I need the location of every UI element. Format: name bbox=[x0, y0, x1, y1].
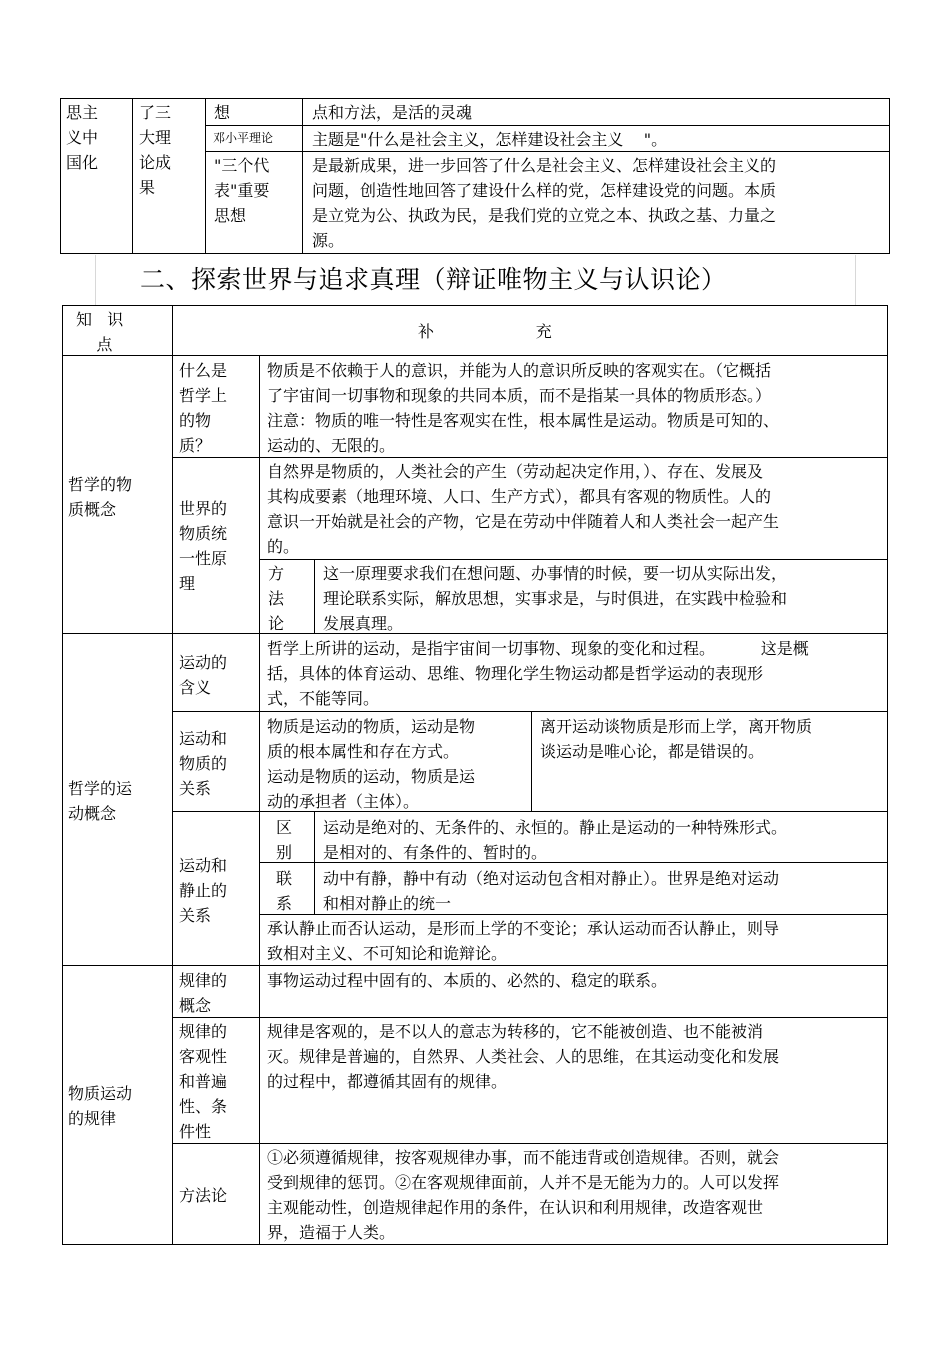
name-col-divider bbox=[259, 355, 260, 1245]
g3-r1-text: 事物运动过程中固有的、本质的、必然的、稳定的联系。 bbox=[267, 971, 668, 990]
top-table-row1-text: 点和方法，是活的灵魂 bbox=[312, 103, 473, 122]
split-col-divider bbox=[531, 711, 532, 811]
top-table-row2-text: 主题是"什么是社会主义，怎样建设社会主义 "。 bbox=[312, 130, 668, 149]
g1-r2-sub-text: 这一原理要求我们在想问题、办事情的时候，要一切从实际出发， 理论联系实际，解放思想，实事求是，与时俱进，在实践中检验和 发展真理。 bbox=[323, 564, 788, 633]
row-line bbox=[172, 811, 888, 812]
main-table-col-divider bbox=[172, 305, 173, 1245]
header-supplement: 补 充 bbox=[418, 322, 552, 341]
g2-r3-b-text: 动中有静，静中有动（绝对运动包含相对静止）。世界是绝对运动 和相对静止的统一 bbox=[323, 869, 780, 913]
g1-r1-text: 物质是不依赖于人的意识，并能为人的意识所反映的客观实在。（它概括 了宇宙间一切事物和现象的共同本质，而不是指某一具体的物质形态。） 注意：物质的唯一特性是客观实在性，根本属性是运动。物质是可知的、 运动的、无限的。 bbox=[267, 361, 780, 455]
top-table-row1-name: 想 bbox=[214, 103, 231, 122]
top-table-row3-name: "三个代 表"重要 思想 bbox=[214, 156, 270, 225]
top-table-col1: 思主 义中 国化 bbox=[66, 103, 99, 172]
top-table-divider bbox=[302, 98, 303, 254]
g3-r3-name: 方法论 bbox=[179, 1186, 228, 1205]
g2-r3-c-text: 承认静止而否认运动，是形而上学的不变论；承认运动而否认静止，则导 致相对主义、不可知论和诡辩论。 bbox=[267, 919, 780, 963]
group2-label: 哲学的运 动概念 bbox=[68, 779, 133, 823]
g2-r2-left: 物质是运动的物质，运动是物 质的根本属性和存在方式。 运动是物质的运动，物质是运 动的承担者（主体）。 bbox=[267, 717, 476, 811]
row-line bbox=[259, 862, 888, 863]
group1-label: 哲学的物 质概念 bbox=[68, 475, 133, 519]
header-knowledge-point: 知 识 点 bbox=[76, 310, 124, 354]
sub-col-divider bbox=[314, 559, 315, 633]
g2-r1-text: 哲学上所讲的运动，是指宇宙间一切事物、现象的变化和过程。 这是概 括，具体的体育运动、思维、物理化学生物运动都是哲学运动的表现形 式，不能等同。 bbox=[267, 639, 809, 708]
row-line bbox=[259, 559, 888, 560]
g1-r1-name: 什么是 哲学上 的物 质？ bbox=[179, 361, 228, 455]
section-title: 二、探索世界与追求真理（辩证唯物主义与认识论） bbox=[140, 265, 727, 294]
header-bottom-line bbox=[62, 355, 888, 356]
row-line bbox=[172, 1017, 888, 1018]
g2-r2-right: 离开运动谈物质是形而上学，离开物质 谈运动是唯心论，都是错误的。 bbox=[540, 717, 813, 761]
row-line bbox=[172, 1143, 888, 1144]
g1-r2-name: 世界的 物质统 一性原 理 bbox=[179, 499, 228, 593]
g1-r2-text: 自然界是物质的，人类社会的产生（劳动起决定作用，）、存在、发展及 其构成要素（地理环境、人口、生产方式），都具有客观的物质性。人的 意识一开始就是社会的产物，它是在劳动中伴随着人和人类社会一起产生 的。 bbox=[267, 462, 780, 556]
g3-r3-text: ①必须遵循规律，按客观规律办事，而不能违背或创造规律。否则，就会 受到规律的惩罚。②在客观规律面前，人并不是无能为力的。人可以发挥 主观能动性，创造规律起作用的条件，在认识和利用规律，改造客观世 界，造福于人类。 bbox=[267, 1148, 780, 1242]
g3-r2-name: 规律的 客观性 和普遍 性、条 件性 bbox=[179, 1022, 228, 1141]
group3-label: 物质运动 的规律 bbox=[68, 1084, 133, 1128]
g3-r2-text: 规律是客观的，是不以人的意志为转移的，它不能被创造、也不能被消 灭。规律是普遍的，自然界、人类社会、人的思维，在其运动变化和发展 的过程中，都遵循其固有的规律。 bbox=[267, 1022, 780, 1091]
heading-frame-right bbox=[855, 255, 856, 305]
top-table-row-line bbox=[205, 125, 890, 126]
top-table-col2: 了三 大理 论成 果 bbox=[139, 103, 172, 197]
g2-r3-a-label: 区 别 bbox=[276, 818, 293, 862]
g2-r3-b-label: 联 系 bbox=[276, 869, 293, 913]
g2-r1-name: 运动的 含义 bbox=[179, 653, 228, 697]
top-table-row3-text: 是最新成果，进一步回答了什么是社会主义、怎样建设社会主义的 问题，创造性地回答了建设什么样的党，怎样建设党的问题。本质 是立党为公、执政为民，是我们党的立党之本、执政之基、力量之 源。 bbox=[312, 156, 777, 250]
g1-r2-sub-label: 方 法 论 bbox=[268, 564, 285, 633]
g2-r3-a-text: 运动是绝对的、无条件的、永恒的。静止是运动的一种特殊形式。 是相对的、有条件的、暂时的。 bbox=[323, 818, 788, 862]
row-line bbox=[259, 914, 888, 915]
top-table-divider bbox=[205, 98, 206, 254]
g2-r2-name: 运动和 物质的 关系 bbox=[179, 729, 228, 798]
row-line bbox=[172, 711, 888, 712]
top-table-row2-name: 邓小平理论 bbox=[213, 131, 274, 145]
heading-frame-left bbox=[95, 255, 96, 305]
g3-r1-name: 规律的 概念 bbox=[179, 971, 228, 1015]
top-table-divider bbox=[132, 98, 133, 254]
g2-r3-name: 运动和 静止的 关系 bbox=[179, 856, 228, 925]
